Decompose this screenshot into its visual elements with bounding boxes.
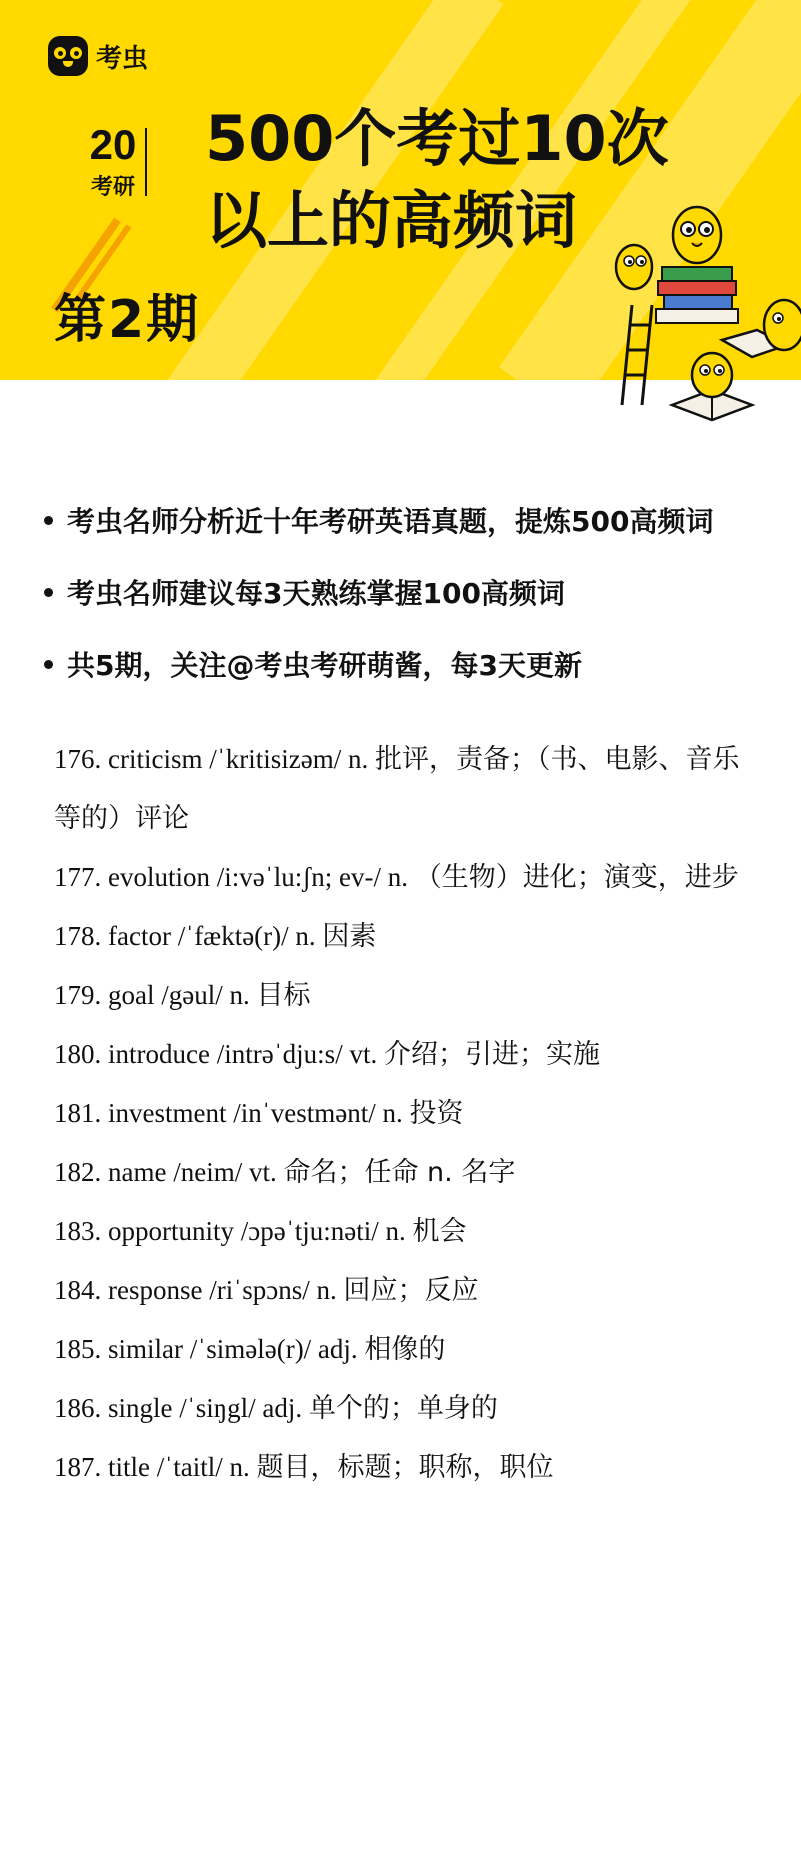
word-entry — [54, 1202, 754, 1261]
bullet-item — [44, 556, 713, 628]
word-headword: 183. opportunity /ɔpəˈtju:nəti/ n. — [54, 1216, 413, 1246]
word-headword: 184. response /riˈspɔns/ n. — [54, 1275, 344, 1305]
word-entry — [54, 1025, 754, 1084]
word-headword: 186. single /ˈsiŋgl/ adj. — [54, 1393, 309, 1423]
word-entry — [54, 1084, 754, 1143]
word-meaning: 命名；任命 n. 名字 — [283, 1157, 516, 1188]
bullet-dot-icon — [44, 660, 53, 669]
intro-bullets — [44, 484, 713, 700]
word-headword: 182. name /neim/ vt. — [54, 1157, 284, 1187]
word-meaning: 介绍；引进；实施 — [383, 1039, 600, 1070]
word-entry — [54, 848, 754, 907]
word-entry — [54, 1261, 754, 1320]
word-meaning: （生物）进化；演变，进步 — [414, 862, 739, 893]
title-line-2: 以上的高频词 — [205, 184, 578, 257]
word-entry — [54, 966, 754, 1025]
divider — [145, 128, 147, 196]
word-meaning: 回应；反应 — [343, 1275, 479, 1306]
logo-text: 考虫 — [96, 43, 149, 74]
bullet-item — [44, 628, 713, 700]
word-meaning: 因素 — [322, 921, 377, 952]
issue-number: 第2期 — [54, 290, 201, 350]
page-title — [205, 98, 669, 262]
word-meaning: 批评，责备；（书、电影、音乐等的）评论 — [54, 744, 740, 834]
logo-icon — [48, 36, 88, 76]
word-entry — [54, 907, 754, 966]
word-meaning: 题目，标题；职称，职位 — [256, 1452, 554, 1483]
bullet-text: 共5期，关注@考虫考研萌酱，每3天更新 — [67, 649, 582, 682]
word-entry — [54, 730, 754, 848]
word-meaning: 目标 — [256, 980, 311, 1011]
word-headword: 185. similar /ˈsimələ(r)/ adj. — [54, 1334, 365, 1364]
year-badge — [78, 121, 148, 201]
word-headword: 178. factor /ˈfæktə(r)/ n. — [54, 921, 323, 951]
word-headword: 180. introduce /intrəˈdju:s/ vt. — [54, 1039, 384, 1069]
year-label: 考研 — [90, 175, 135, 200]
word-headword: 176. criticism /ˈkritisizəm/ n. — [54, 744, 375, 774]
brand-logo — [48, 36, 148, 76]
word-headword: 187. title /ˈtaitl/ n. — [54, 1452, 257, 1482]
year-number: 20 — [89, 121, 137, 168]
bullet-item — [44, 484, 713, 556]
word-list — [54, 730, 754, 1497]
word-meaning: 投资 — [409, 1098, 464, 1129]
word-entry — [54, 1438, 754, 1497]
bullet-dot-icon — [44, 516, 53, 525]
word-meaning: 单个的；单身的 — [308, 1393, 498, 1424]
word-meaning: 机会 — [412, 1216, 467, 1247]
bullet-dot-icon — [44, 588, 53, 597]
word-headword: 179. goal /gəul/ n. — [54, 980, 257, 1010]
title-line-1: 500个考过10次 — [205, 102, 669, 175]
word-headword: 177. evolution /i:vəˈlu:ʃn; ev-/ n. — [54, 862, 415, 892]
word-meaning: 相像的 — [364, 1334, 446, 1365]
word-headword: 181. investment /inˈvestmənt/ n. — [54, 1098, 410, 1128]
word-entry — [54, 1143, 754, 1202]
word-entry — [54, 1320, 754, 1379]
mascot-illustration — [612, 205, 801, 430]
bullet-text: 考虫名师分析近十年考研英语真题，提炼500高频词 — [67, 505, 714, 538]
bullet-text: 考虫名师建议每3天熟练掌握100高频词 — [67, 577, 565, 610]
word-entry — [54, 1379, 754, 1438]
